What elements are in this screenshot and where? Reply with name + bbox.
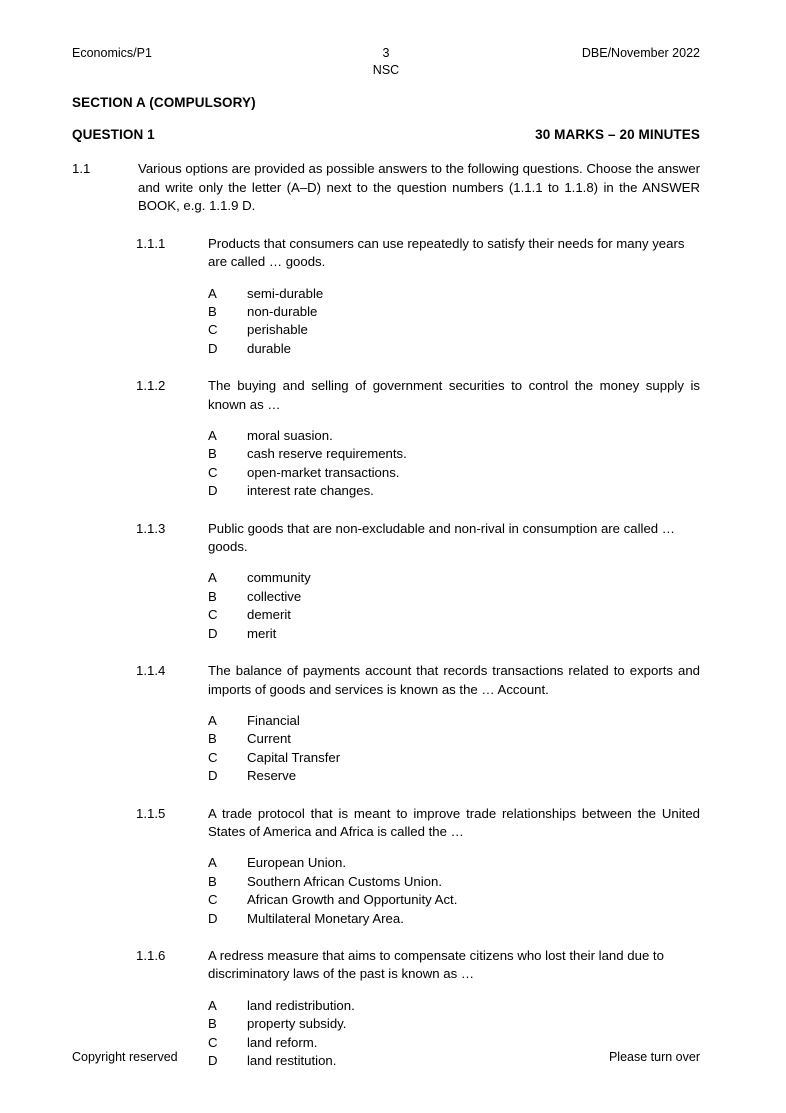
option-item[interactable] <box>208 588 700 606</box>
option-list <box>208 854 700 928</box>
option-item[interactable] <box>208 749 700 767</box>
option-text: European Union. <box>247 855 346 871</box>
sub-question-number: 1.1.4 <box>136 663 166 679</box>
option-letter: B <box>208 873 217 889</box>
question-body <box>72 160 700 1070</box>
option-letter: B <box>208 588 217 604</box>
option-item[interactable] <box>208 625 700 643</box>
sub-question <box>136 377 700 500</box>
option-letter: D <box>208 1053 218 1068</box>
option-item[interactable] <box>208 854 700 872</box>
option-text: Southern African Customs Union. <box>247 873 442 889</box>
instruction-block <box>72 160 700 216</box>
option-letter: B <box>208 731 217 747</box>
sub-question <box>136 235 700 358</box>
option-text: Capital Transfer <box>247 749 341 765</box>
turn-over-notice: Please turn over <box>608 1050 700 1064</box>
option-item[interactable] <box>208 873 700 891</box>
option-letter: D <box>208 340 218 356</box>
option-text: Multilateral Monetary Area. <box>247 910 404 926</box>
option-letter: D <box>208 625 218 641</box>
option-list <box>208 427 700 501</box>
option-item[interactable] <box>208 997 700 1015</box>
option-list <box>208 712 700 786</box>
option-item[interactable] <box>208 340 700 358</box>
option-text: perishable <box>247 322 308 338</box>
option-letter: A <box>208 285 217 301</box>
sub-question-stem-row <box>136 805 700 842</box>
option-text: demerit <box>247 607 291 623</box>
sub-question <box>136 662 700 785</box>
sub-question-text: A redress measure that aims to compensate citizens who lost their land due to discriminatory laws of the past is known as … <box>208 947 664 982</box>
sub-question-stem-row <box>136 947 700 984</box>
sub-question-stem-row <box>136 235 700 272</box>
question-header <box>72 127 700 142</box>
option-item[interactable] <box>208 321 700 339</box>
option-text: semi-durable <box>247 285 324 301</box>
option-letter: A <box>208 570 217 586</box>
copyright-notice: Copyright reserved <box>72 1050 178 1064</box>
exam-session: DBE/November 2022 <box>581 46 700 60</box>
option-list <box>208 285 700 359</box>
running-head-line-1 <box>72 45 700 62</box>
option-letter: B <box>208 304 217 319</box>
option-text: community <box>247 570 311 586</box>
option-text: merit <box>247 625 277 641</box>
option-letter: B <box>208 1016 217 1032</box>
sub-question-text: A trade protocol that is meant to improve trade relationships between the United States of America and Africa is called the … <box>208 805 700 839</box>
sub-question-text: Products that consumers can use repeatedly to satisfy their needs for many years are called … goods. <box>208 235 685 270</box>
page-number: 3 <box>382 46 390 60</box>
option-letter: A <box>208 428 217 444</box>
option-text: Reserve <box>247 768 297 784</box>
sub-question-number: 1.1.6 <box>136 947 166 963</box>
curriculum-code: NSC <box>372 63 400 77</box>
option-item[interactable] <box>208 910 700 928</box>
option-letter: C <box>208 464 218 480</box>
running-head-line-2 <box>72 62 700 79</box>
option-text: Financial <box>247 712 300 728</box>
sub-question-stem-row <box>136 520 700 557</box>
option-letter: C <box>208 607 218 623</box>
option-letter: C <box>208 892 218 908</box>
option-text: land restitution. <box>247 1053 337 1068</box>
page-footer <box>72 1049 700 1066</box>
sub-question <box>136 805 700 928</box>
option-letter: A <box>208 997 217 1013</box>
option-item[interactable] <box>208 606 700 624</box>
option-letter: A <box>208 712 217 728</box>
question-marks: 30 MARKS – 20 MINUTES <box>535 127 700 142</box>
option-text: cash reserve requirements. <box>247 446 407 462</box>
option-item[interactable] <box>208 464 700 482</box>
sub-question-number: 1.1.3 <box>136 520 166 536</box>
option-letter: C <box>208 322 218 338</box>
option-letter: A <box>208 855 217 871</box>
sub-question-number: 1.1.2 <box>136 378 166 394</box>
section-title: SECTION A (COMPULSORY) <box>72 95 256 110</box>
question-label: QUESTION 1 <box>72 127 155 142</box>
running-head <box>72 45 700 79</box>
option-text: land reform. <box>247 1034 318 1050</box>
option-item[interactable] <box>208 285 700 303</box>
sub-question-stem-row <box>136 377 700 414</box>
option-text: moral suasion. <box>247 428 333 444</box>
option-item[interactable] <box>208 445 700 463</box>
sub-question-text: The balance of payments account that records transactions related to exports and imports of goods and services is known as the … Account. <box>208 663 700 697</box>
instruction-text: Various options are provided as possible answers to the following questions. Choose the answer and write only the letter (A–D) next to the question numbers (1.1.1 to 1.1.8) in the ANSWER BOOK, e.g. 1.1.9 D. <box>138 161 701 214</box>
option-letter: D <box>208 768 218 784</box>
option-item[interactable] <box>208 482 700 500</box>
instruction-number: 1.1 <box>72 161 91 176</box>
option-text: collective <box>247 588 302 604</box>
option-text: Current <box>247 731 291 747</box>
option-text: durable <box>247 340 291 356</box>
option-text: land redistribution. <box>247 997 355 1013</box>
sub-question-number: 1.1.1 <box>136 235 166 251</box>
option-text: non-durable <box>247 304 318 319</box>
paper-identifier: Economics/P1 <box>72 46 152 60</box>
option-letter: C <box>208 1034 218 1050</box>
option-item[interactable] <box>208 569 700 587</box>
option-letter: D <box>208 483 218 499</box>
option-item[interactable] <box>208 303 700 321</box>
sub-question-text: Public goods that are non-excludable and non-rival in consumption are called … goods. <box>208 520 675 555</box>
option-item[interactable] <box>208 712 700 730</box>
sub-question-number: 1.1.5 <box>136 805 166 821</box>
option-list <box>208 569 700 643</box>
option-item[interactable] <box>208 1015 700 1033</box>
option-text: open-market transactions. <box>247 464 400 480</box>
option-letter: C <box>208 749 218 765</box>
option-text: African Growth and Opportunity Act. <box>247 892 458 908</box>
option-item[interactable] <box>208 891 700 909</box>
option-item[interactable] <box>208 730 700 748</box>
option-item[interactable] <box>208 767 700 785</box>
option-letter: D <box>208 910 218 926</box>
option-text: property subsidy. <box>247 1016 347 1032</box>
sub-question-stem-row <box>136 662 700 699</box>
sub-question-text: The buying and selling of government securities to control the money supply is known as … <box>208 378 700 412</box>
option-letter: B <box>208 446 217 462</box>
option-item[interactable] <box>208 427 700 445</box>
sub-question <box>136 520 700 643</box>
option-text: interest rate changes. <box>247 483 374 499</box>
